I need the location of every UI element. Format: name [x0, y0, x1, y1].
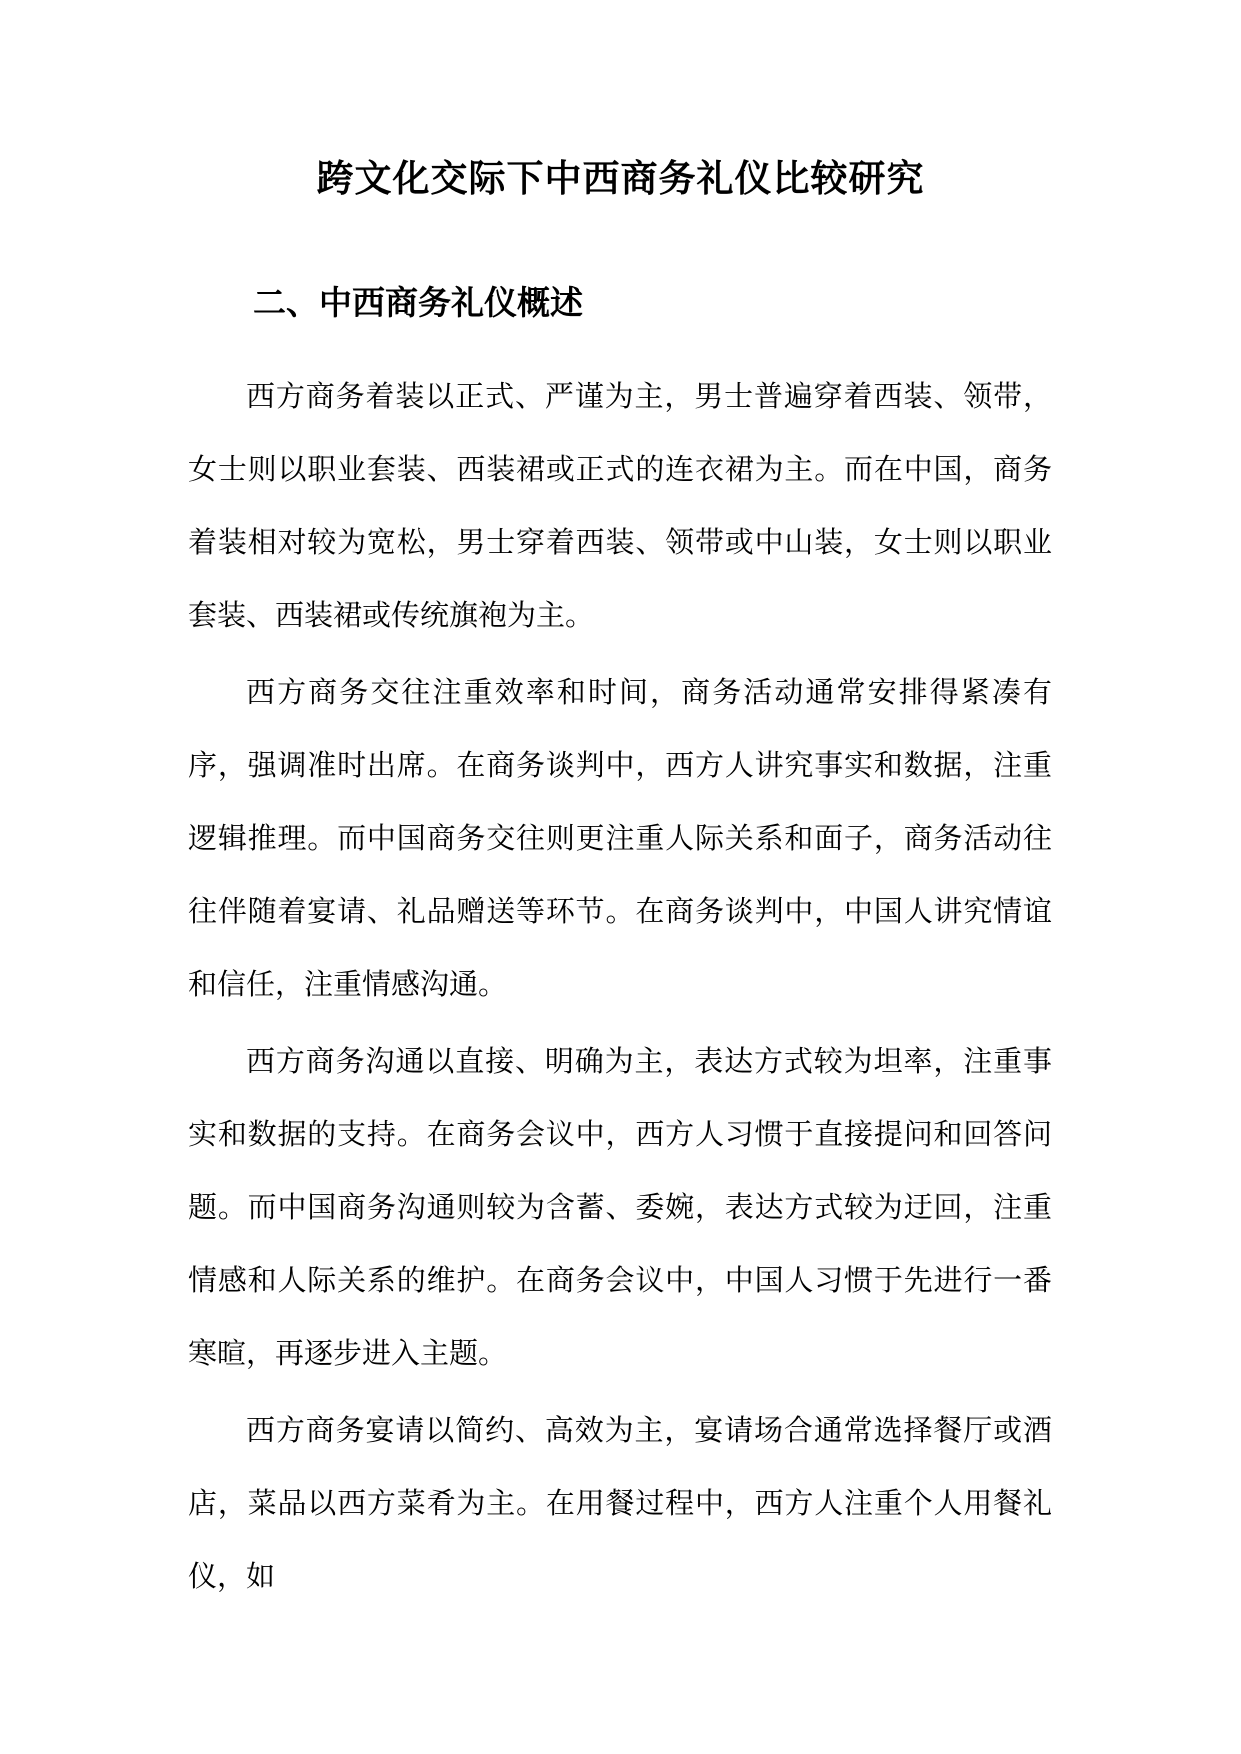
- section-heading: 二、中西商务礼仪概述: [253, 283, 583, 322]
- paragraph-banquet: 西方商务宴请以简约、高效为主，宴请场合通常选择餐厅或酒店，菜品以西方菜肴为主。在用餐过程中，西方人注重个人用餐礼仪，如: [188, 1413, 1052, 1593]
- paragraph-interaction: 西方商务交往注重效率和时间，商务活动通常安排得紧凑有序，强调准时出席。在商务谈判中，西方人讲究事实和数据，注重逻辑推理。而中国商务交往则更注重人际关系和面子，商务活动往往伴随着宴请、礼品赠送等环节。在商务谈判中，中国人讲究情谊和信任，注重情感沟通。: [188, 675, 1052, 1001]
- body-text: [188, 360, 1052, 1617]
- paragraph-attire: 西方商务着装以正式、严谨为主，男士普遍穿着西装、领带，女士则以职业套装、西装裙或正式的连衣裙为主。而在中国，商务着装相对较为宽松，男士穿着西装、领带或中山装，女士则以职业套装、西装裙或传统旗袍为主。: [188, 379, 1052, 632]
- document-title: 跨文化交际下中西商务礼仪比较研究: [316, 156, 925, 200]
- paragraph-communication: 西方商务沟通以直接、明确为主，表达方式较为坦率，注重事实和数据的支持。在商务会议中，西方人习惯于直接提问和回答问题。而中国商务沟通则较为含蓄、委婉，表达方式较为迂回，注重情感和人际关系的维护。在商务会议中，中国人习惯于先进行一番寒暄，再逐步进入主题。: [188, 1044, 1052, 1370]
